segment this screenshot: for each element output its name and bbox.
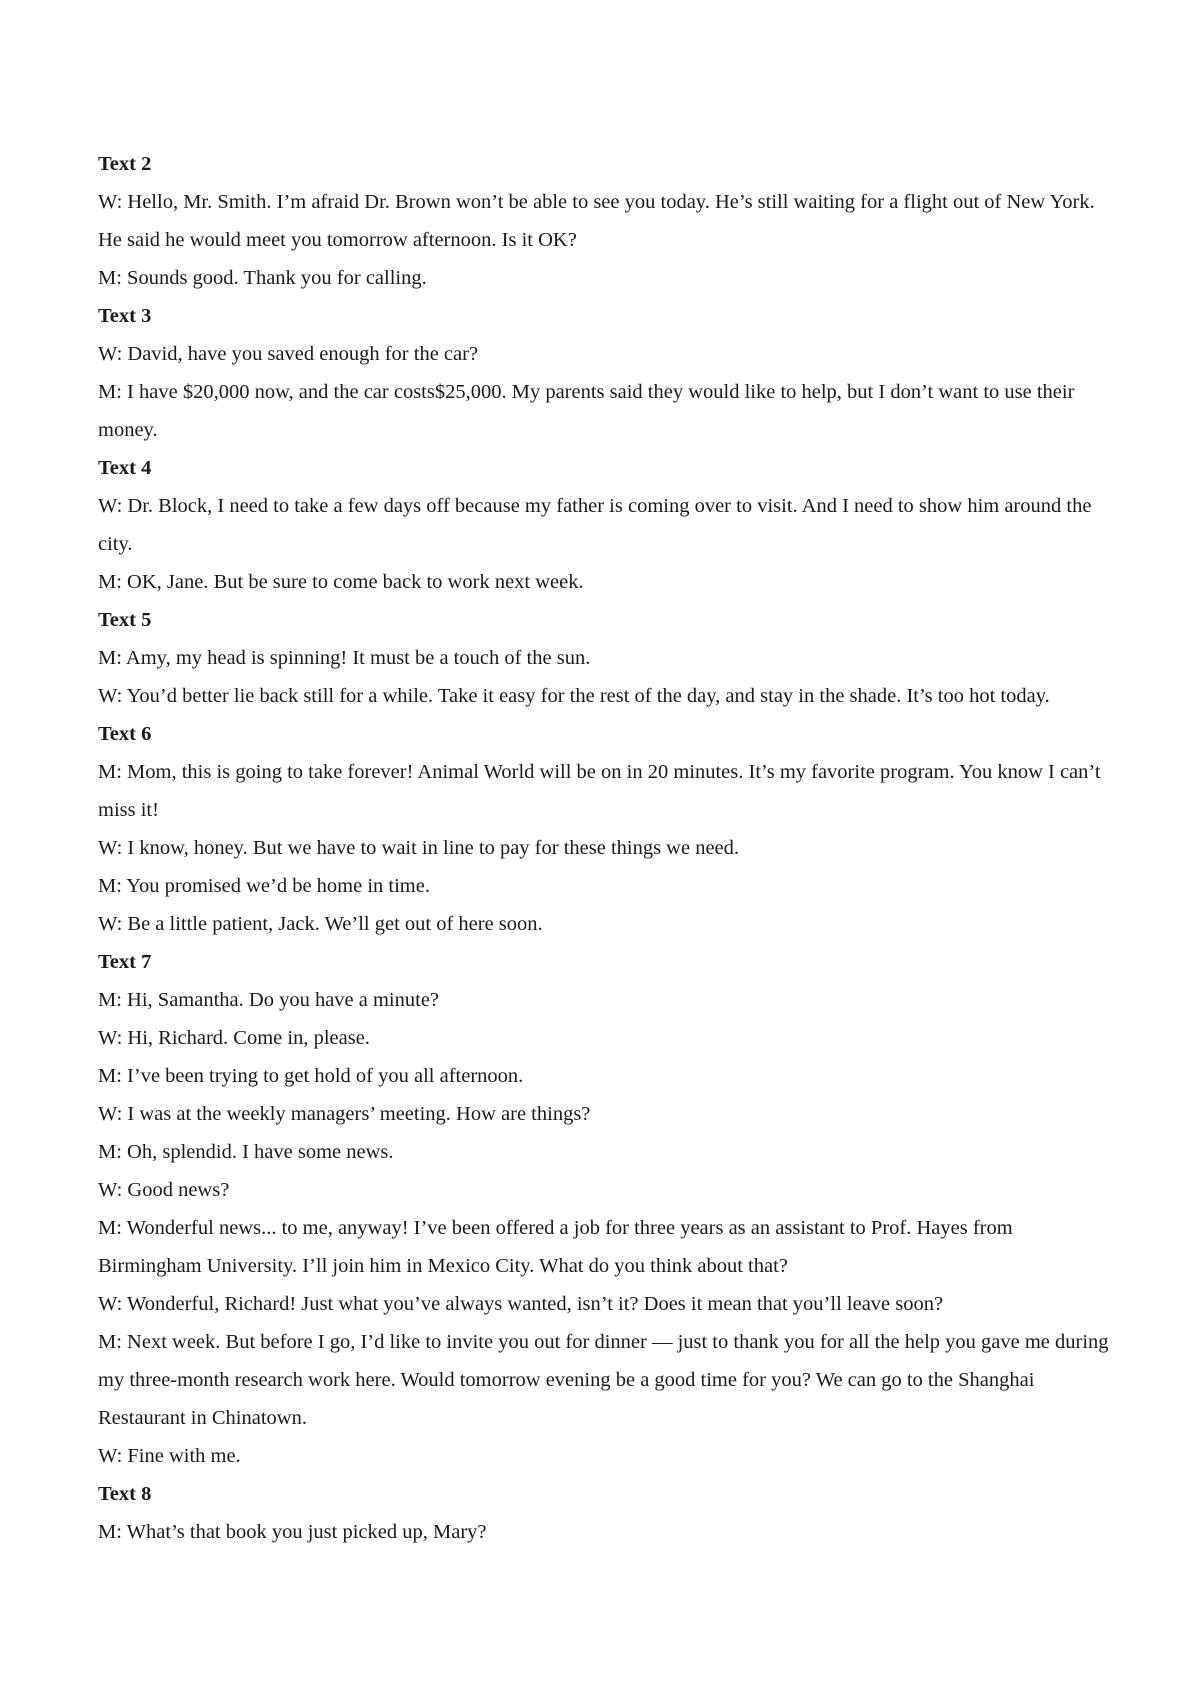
section-heading: Text 3: [98, 305, 152, 327]
section-heading: Text 6: [98, 723, 152, 745]
dialogue-line: W: Good news?: [98, 1179, 230, 1201]
dialogue-line: W: Fine with me.: [98, 1445, 241, 1467]
dialogue-line: W: I was at the weekly managers’ meeting. How are things?: [98, 1103, 591, 1125]
dialogue-line: W: Be a little patient, Jack. We’ll get out of here soon.: [98, 913, 543, 935]
dialogue-line: M: You promised we’d be home in time.: [98, 875, 430, 897]
section-text-6: [98, 715, 1118, 943]
section-text-4: [98, 449, 1118, 601]
section-text-2: [98, 145, 1118, 297]
dialogue-line: M: OK, Jane. But be sure to come back to work next week.: [98, 571, 584, 593]
dialogue-line: W: Dr. Block, I need to take a few days off because my father is coming over to visit. And I need to show him around the city.: [98, 495, 1092, 555]
dialogue-line: W: Wonderful, Richard! Just what you’ve always wanted, isn’t it? Does it mean that you’ll leave soon?: [98, 1293, 944, 1315]
dialogue-line: M: I have $20,000 now, and the car costs$25,000. My parents said they would like to help, but I don’t want to use their money.: [98, 381, 1075, 441]
dialogue-line: W: Hello, Mr. Smith. I’m afraid Dr. Brown won’t be able to see you today. He’s still waiting for a flight out of New York. He said he would meet you tomorrow afternoon. Is it OK?: [98, 191, 1095, 251]
section-heading: Text 8: [98, 1483, 152, 1505]
section-heading: Text 4: [98, 457, 152, 479]
dialogue-line: W: Hi, Richard. Come in, please.: [98, 1027, 370, 1049]
section-heading: Text 2: [98, 153, 152, 175]
section-text-5: [98, 601, 1118, 715]
section-text-8: [98, 1475, 1118, 1551]
dialogue-line: M: Sounds good. Thank you for calling.: [98, 267, 427, 289]
section-heading: Text 7: [98, 951, 152, 973]
section-text-7: [98, 943, 1118, 1475]
section-text-3: [98, 297, 1118, 449]
dialogue-line: W: I know, honey. But we have to wait in line to pay for these things we need.: [98, 837, 740, 859]
dialogue-line: M: Next week. But before I go, I’d like to invite you out for dinner — just to thank you for all the help you gave me during my three-month research work here. Would tomorrow evening be a good time for you? We can go to the Shanghai Restaurant in Chinatown.: [98, 1331, 1109, 1429]
dialogue-line: W: You’d better lie back still for a while. Take it easy for the rest of the day, and stay in the shade. It’s too hot today.: [98, 685, 1050, 707]
section-heading: Text 5: [98, 609, 152, 631]
dialogue-line: M: What’s that book you just picked up, Mary?: [98, 1521, 487, 1543]
dialogue-line: M: I’ve been trying to get hold of you all afternoon.: [98, 1065, 524, 1087]
dialogue-line: W: David, have you saved enough for the car?: [98, 343, 479, 365]
dialogue-line: M: Oh, splendid. I have some news.: [98, 1141, 394, 1163]
dialogue-line: M: Wonderful news... to me, anyway! I’ve been offered a job for three years as an assistant to Prof. Hayes from Birmingham University. I’ll join him in Mexico City. What do you think about that?: [98, 1217, 1013, 1277]
dialogue-line: M: Amy, my head is spinning! It must be a touch of the sun.: [98, 647, 591, 669]
dialogue-line: M: Mom, this is going to take forever! Animal World will be on in 20 minutes. It’s my favorite program. You know I can’t miss it!: [98, 761, 1101, 821]
transcript-body: [98, 145, 1118, 1551]
dialogue-line: M: Hi, Samantha. Do you have a minute?: [98, 989, 440, 1011]
